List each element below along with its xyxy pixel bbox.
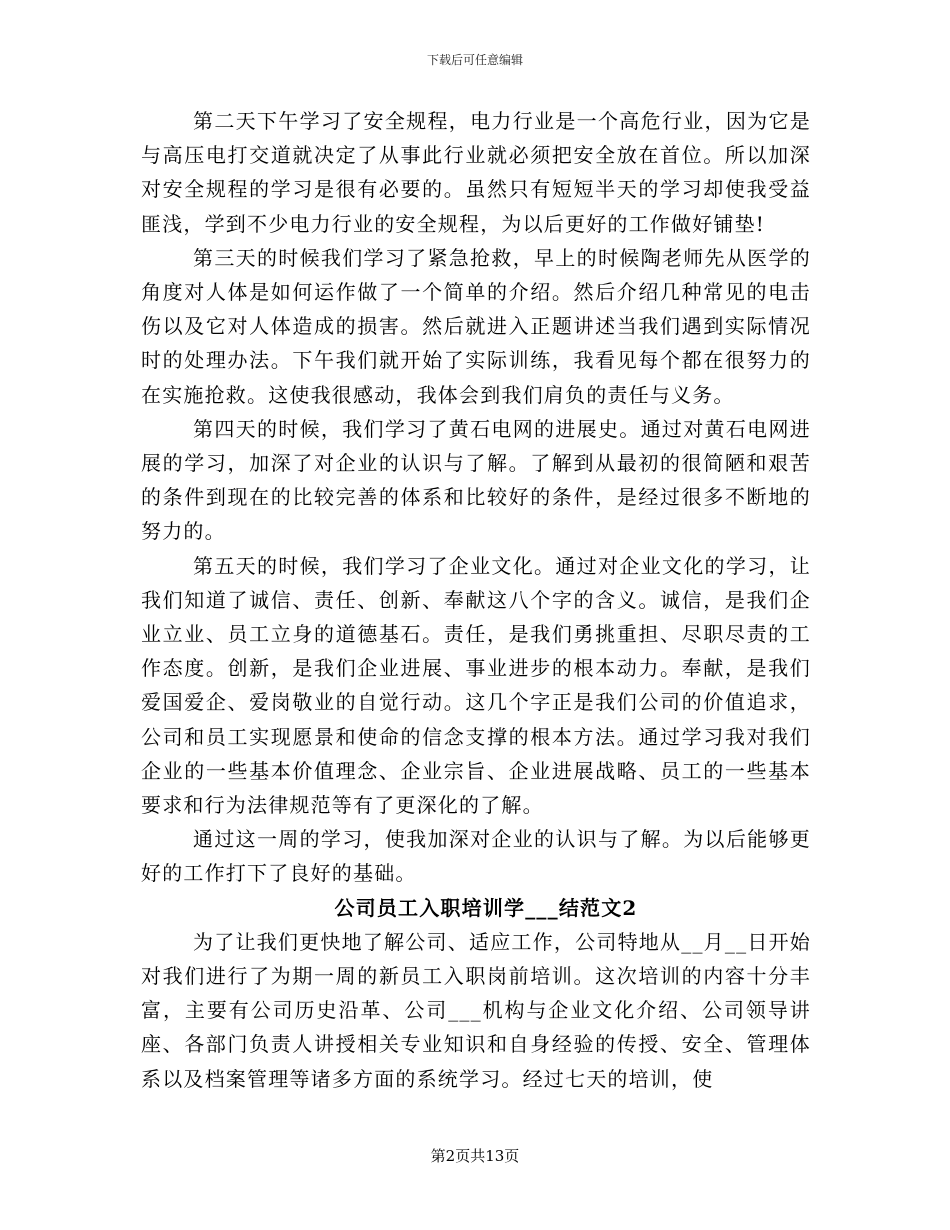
paragraph-day-two: 第二天下午学习了安全规程，电力行业是一个高危行业，因为它是与高压电打交道就决定了从事此行业就必须把安全放在首位。所以加深对安全规程的学习是很有必要的。虽然只有短短半天的学习却使我受益匪浅，学到不少电力行业的安全规程，为以后更好的工作做好铺垫! bbox=[141, 109, 811, 236]
paragraph-day-four: 第四天的时候，我们学习了黄石电网的进展史。通过对黄石电网进展的学习，加深了对企业的认识与了解。了解到从最初的很简陋和艰苦的条件到现在的比较完善的体系和比较好的条件，是经过很多不断地的努力的。 bbox=[141, 416, 811, 544]
document-body bbox=[141, 104, 811, 1096]
page-header: 下载后可任意编辑 bbox=[426, 53, 523, 67]
paragraph-section-intro: 为了让我们更快地了解公司、适应工作，公司特地从__月__日开始对我们进行了为期一周的新员工入职岗前培训。这次培训的内容十分丰富，主要有公司历史沿革、公司___机构与企业文化介绍、公司领导讲座、各部门负责人讲授相关专业知识和自身经验的传授、安全、管理体系以及档案管理等诸多方面的系统学习。经过七天的培训，使 bbox=[141, 929, 811, 1091]
page-number-footer: 第2页共13页 bbox=[430, 1147, 520, 1165]
paragraph-summary: 通过这一周的学习，使我加深对企业的认识与了解。为以后能够更好的工作打下了良好的基础。 bbox=[141, 827, 811, 886]
paragraph-day-three: 第三天的时候我们学习了紧急抢救，早上的时候陶老师先从医学的角度对人体是如何运作做了一个简单的介绍。然后介绍几种常见的电击伤以及它对人体造成的损害。然后就进入正题讲述当我们遇到实际情况时的处理办法。下午我们就开始了实际训练，我看见每个都在很努力的在实施抢救。这使我很感动，我体会到我们肩负的责任与义务。 bbox=[141, 245, 811, 407]
section-title: 公司员工入职培训学___结范文2 bbox=[334, 895, 638, 920]
paragraph-day-five: 第五天的时候，我们学习了企业文化。通过对企业文化的学习，让我们知道了诚信、责任、创新、奉献这八个字的含义。诚信，是我们企业立业、员工立身的道德基石。责任，是我们勇挑重担、尽职尽责的工作态度。创新，是我们企业进展、事业进步的根本动力。奉献，是我们爱国爱企、爱岗敬业的自觉行动。这几个字正是我们公司的价值追求，公司和员工实现愿景和使命的信念支撑的根本方法。通过学习我对我们企业的一些基本价值理念、企业宗旨、企业进展战略、员工的一些基本要求和行为法律规范等有了更深化的了解。 bbox=[141, 553, 811, 818]
